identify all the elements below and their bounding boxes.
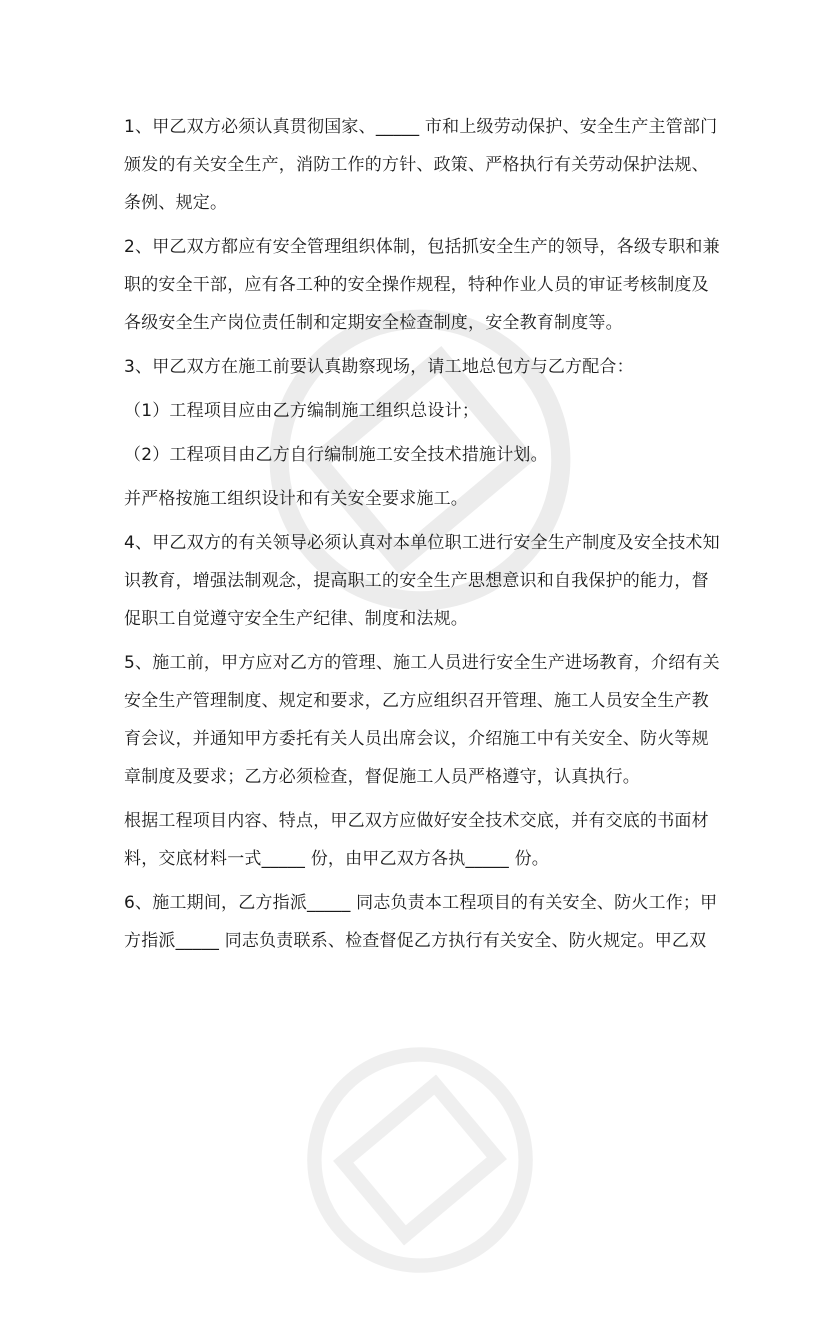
paragraph-5 — [124, 644, 724, 796]
text-line: 各级安全生产岗位责任制和定期安全检查制度，安全教育制度等。 — [124, 313, 623, 333]
paragraph-1 — [124, 108, 724, 222]
text-line: 1、甲乙双方必须认真贯彻国家、_____ 市和上级劳动保护、安全生产主管部门 — [124, 117, 718, 137]
watermark-logo-icon — [251, 991, 589, 1329]
text-line: 5、施工前，甲方应对乙方的管理、施工人员进行安全生产进场教育，介绍有关 — [124, 653, 720, 673]
document-body — [124, 108, 724, 960]
paragraph-6 — [124, 884, 724, 960]
text-line: 4、甲乙双方的有关领导必须认真对本单位职工进行安全生产制度及安全技术知 — [124, 533, 720, 553]
text-line: 章制度及要求；乙方必须检查，督促施工人员严格遵守，认真执行。 — [124, 767, 640, 787]
text-line: 颁发的有关安全生产，消防工作的方针、政策、严格执行有关劳动保护法规、 — [124, 155, 709, 175]
paragraph-3-note — [124, 480, 724, 518]
text-line: 职的安全干部，应有各工种的安全操作规程，特种作业人员的审证考核制度及 — [124, 275, 709, 295]
paragraph-4 — [124, 524, 724, 638]
text-line: 3、甲乙双方在施工前要认真勘察现场，请工地总包方与乙方配合： — [124, 357, 634, 377]
paragraph-3-item-2 — [124, 436, 724, 474]
paragraph-3-item-1 — [124, 392, 724, 430]
text-line: 识教育，增强法制观念，提高职工的安全生产思想意识和自我保护的能力，督 — [124, 571, 709, 591]
paragraph-5-handover — [124, 802, 724, 878]
paragraph-3 — [124, 348, 724, 386]
paragraph-2 — [124, 228, 724, 342]
text-line: 方指派_____ 同志负责联系、检查督促乙方执行有关安全、防火规定。甲乙双 — [124, 931, 707, 951]
text-line: 6、施工期间，乙方指派_____ 同志负责本工程项目的有关安全、防火工作；甲 — [124, 893, 718, 913]
text-line: 安全生产管理制度、规定和要求，乙方应组织召开管理、施工人员安全生产教 — [124, 691, 709, 711]
text-line: 料，交底材料一式_____ 份，由甲乙双方各执_____ 份。 — [124, 849, 550, 869]
text-line: 根据工程项目内容、特点，甲乙双方应做好安全技术交底，并有交底的书面材 — [124, 811, 709, 831]
text-line: 促职工自觉遵守安全生产纪律、制度和法规。 — [124, 609, 468, 629]
text-line: 条例、规定。 — [124, 193, 228, 213]
text-line: （1）工程项目应由乙方编制施工组织总设计； — [124, 401, 480, 421]
text-line: 并严格按施工组织设计和有关安全要求施工。 — [124, 489, 468, 509]
text-line: 育会议，并通知甲方委托有关人员出席会议，介绍施工中有关安全、防火等规 — [124, 729, 709, 749]
text-line: 2、甲乙双方都应有安全管理组织体制，包括抓安全生产的领导，各级专职和兼 — [124, 237, 720, 257]
text-line: （2）工程项目由乙方自行编制施工安全技术措施计划。 — [124, 445, 548, 465]
